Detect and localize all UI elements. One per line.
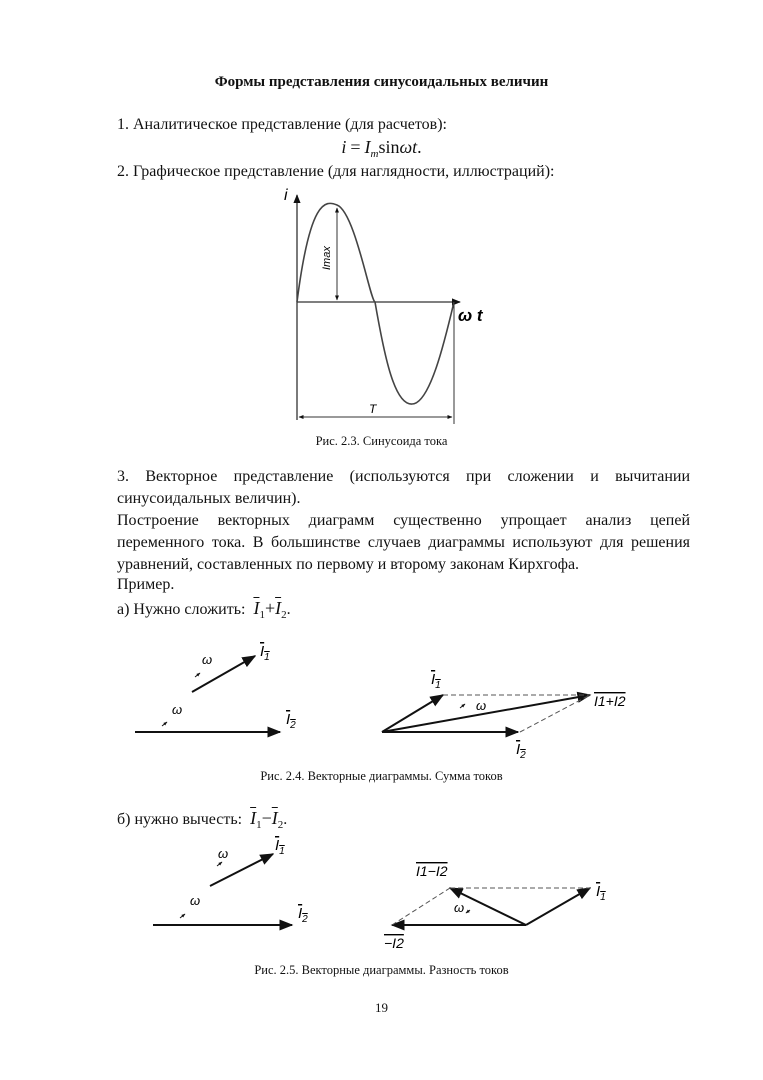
formula-add-sub2: 2 <box>281 609 287 622</box>
rotation-arrow-diff <box>466 910 470 913</box>
amplitude-label: Imax <box>321 246 333 270</box>
para-diagrams: Построение векторных диаграмм существенно упрощает анализ цепей переменного тока. В большинстве случаев диаграммы используют для решения уравнений, составленных по первому и второму законам Кирхгофа. <box>117 512 690 573</box>
formula-add-dot: . <box>286 601 291 618</box>
formula-eq: = <box>350 137 361 157</box>
rotation-arrow-i2 <box>162 722 167 726</box>
rotation-arrow-sum <box>460 704 465 708</box>
label-sum-result: I1+I2 <box>594 693 626 709</box>
caption-fig-2-4: Рис. 2.4. Векторные диаграммы. Сумма токов <box>260 769 503 783</box>
omega-label-3: ω <box>454 900 465 915</box>
label-i2: $I_2$ <box>298 905 308 925</box>
omega-label-3: ω <box>476 698 487 713</box>
formula-analytic <box>0 137 763 160</box>
task-add <box>117 598 291 621</box>
formula-sub-sub1: 1 <box>256 819 262 832</box>
para-vector-text: 3. Векторное представление (используются при сложении и вычитании синусоидальных величин). <box>117 468 690 507</box>
label-i1: $I_1$ <box>260 643 270 663</box>
figure-sinusoid <box>270 180 500 430</box>
caption-fig-2-3: Рис. 2.3. Синусоида тока <box>315 434 448 448</box>
item-analytic: 1. Аналитическое представление (для расчетов): <box>117 116 447 133</box>
formula-sub-I1: $\overline{I}$ <box>250 808 257 828</box>
formula-dot: . <box>417 137 422 157</box>
formula-add-op: + <box>264 598 276 618</box>
para-vector <box>117 466 690 510</box>
figure-vector-sum <box>120 632 640 762</box>
dashed-side <box>392 888 450 925</box>
formula-lhs: i <box>341 137 347 157</box>
y-axis-label: i <box>284 187 288 204</box>
omega-label-1: ω <box>202 652 213 667</box>
rotation-arrow-i1 <box>217 862 222 866</box>
omega-label-2: ω <box>190 893 201 908</box>
formula-sub-op: − <box>261 808 272 828</box>
formula-sub-sub2: 2 <box>277 819 284 832</box>
caption-fig-2-5: Рис. 2.5. Векторные диаграммы. Разность токов <box>254 963 509 977</box>
formula-I: I <box>364 137 371 157</box>
formula-sub-I2: $\overline{I}$ <box>271 808 278 828</box>
omega-label-1: ω <box>218 846 229 861</box>
label-i1: $I_1$ <box>275 837 285 857</box>
omega-label-2: ω <box>172 702 183 717</box>
formula-add-sub1: 1 <box>259 609 265 622</box>
item-graphic: 2. Графическое представление (для наглядности, иллюстраций): <box>117 163 555 180</box>
example-label: Пример. <box>117 576 175 593</box>
label-i2: $I_2$ <box>286 711 296 731</box>
task-subtract <box>117 808 287 831</box>
formula-wt: ωt <box>399 137 418 157</box>
formula-add-I1: $\overline{I}$ <box>253 598 260 618</box>
task-add-text: а) Нужно сложить: <box>117 601 246 618</box>
label-sum-i2: $I_2$ <box>516 741 526 761</box>
rotation-arrow-i1 <box>195 673 200 677</box>
label-sum-i1: $I_1$ <box>431 671 441 691</box>
sine-curve <box>297 203 454 404</box>
page-title: Формы представления синусоидальных величин <box>214 74 549 90</box>
label-diff-result: I1−I2 <box>416 863 448 879</box>
formula-m: m <box>370 148 379 161</box>
vector-diff-i1 <box>526 888 590 925</box>
label-diff-i1: $I_1$ <box>596 883 606 903</box>
rotation-arrow-i2 <box>180 914 185 918</box>
x-axis-label: ω t <box>458 306 483 325</box>
formula-sin: sin <box>378 137 400 157</box>
formula-add-I2: $\overline{I}$ <box>275 598 282 618</box>
figure-vector-difference <box>140 830 620 960</box>
period-label: T <box>369 402 377 416</box>
formula-sub-dot: . <box>283 811 288 828</box>
label-neg-i2: −I2 <box>384 935 404 951</box>
task-subtract-text: б) нужно вычесть: <box>117 811 243 828</box>
page-number: 19 <box>375 1000 388 1015</box>
